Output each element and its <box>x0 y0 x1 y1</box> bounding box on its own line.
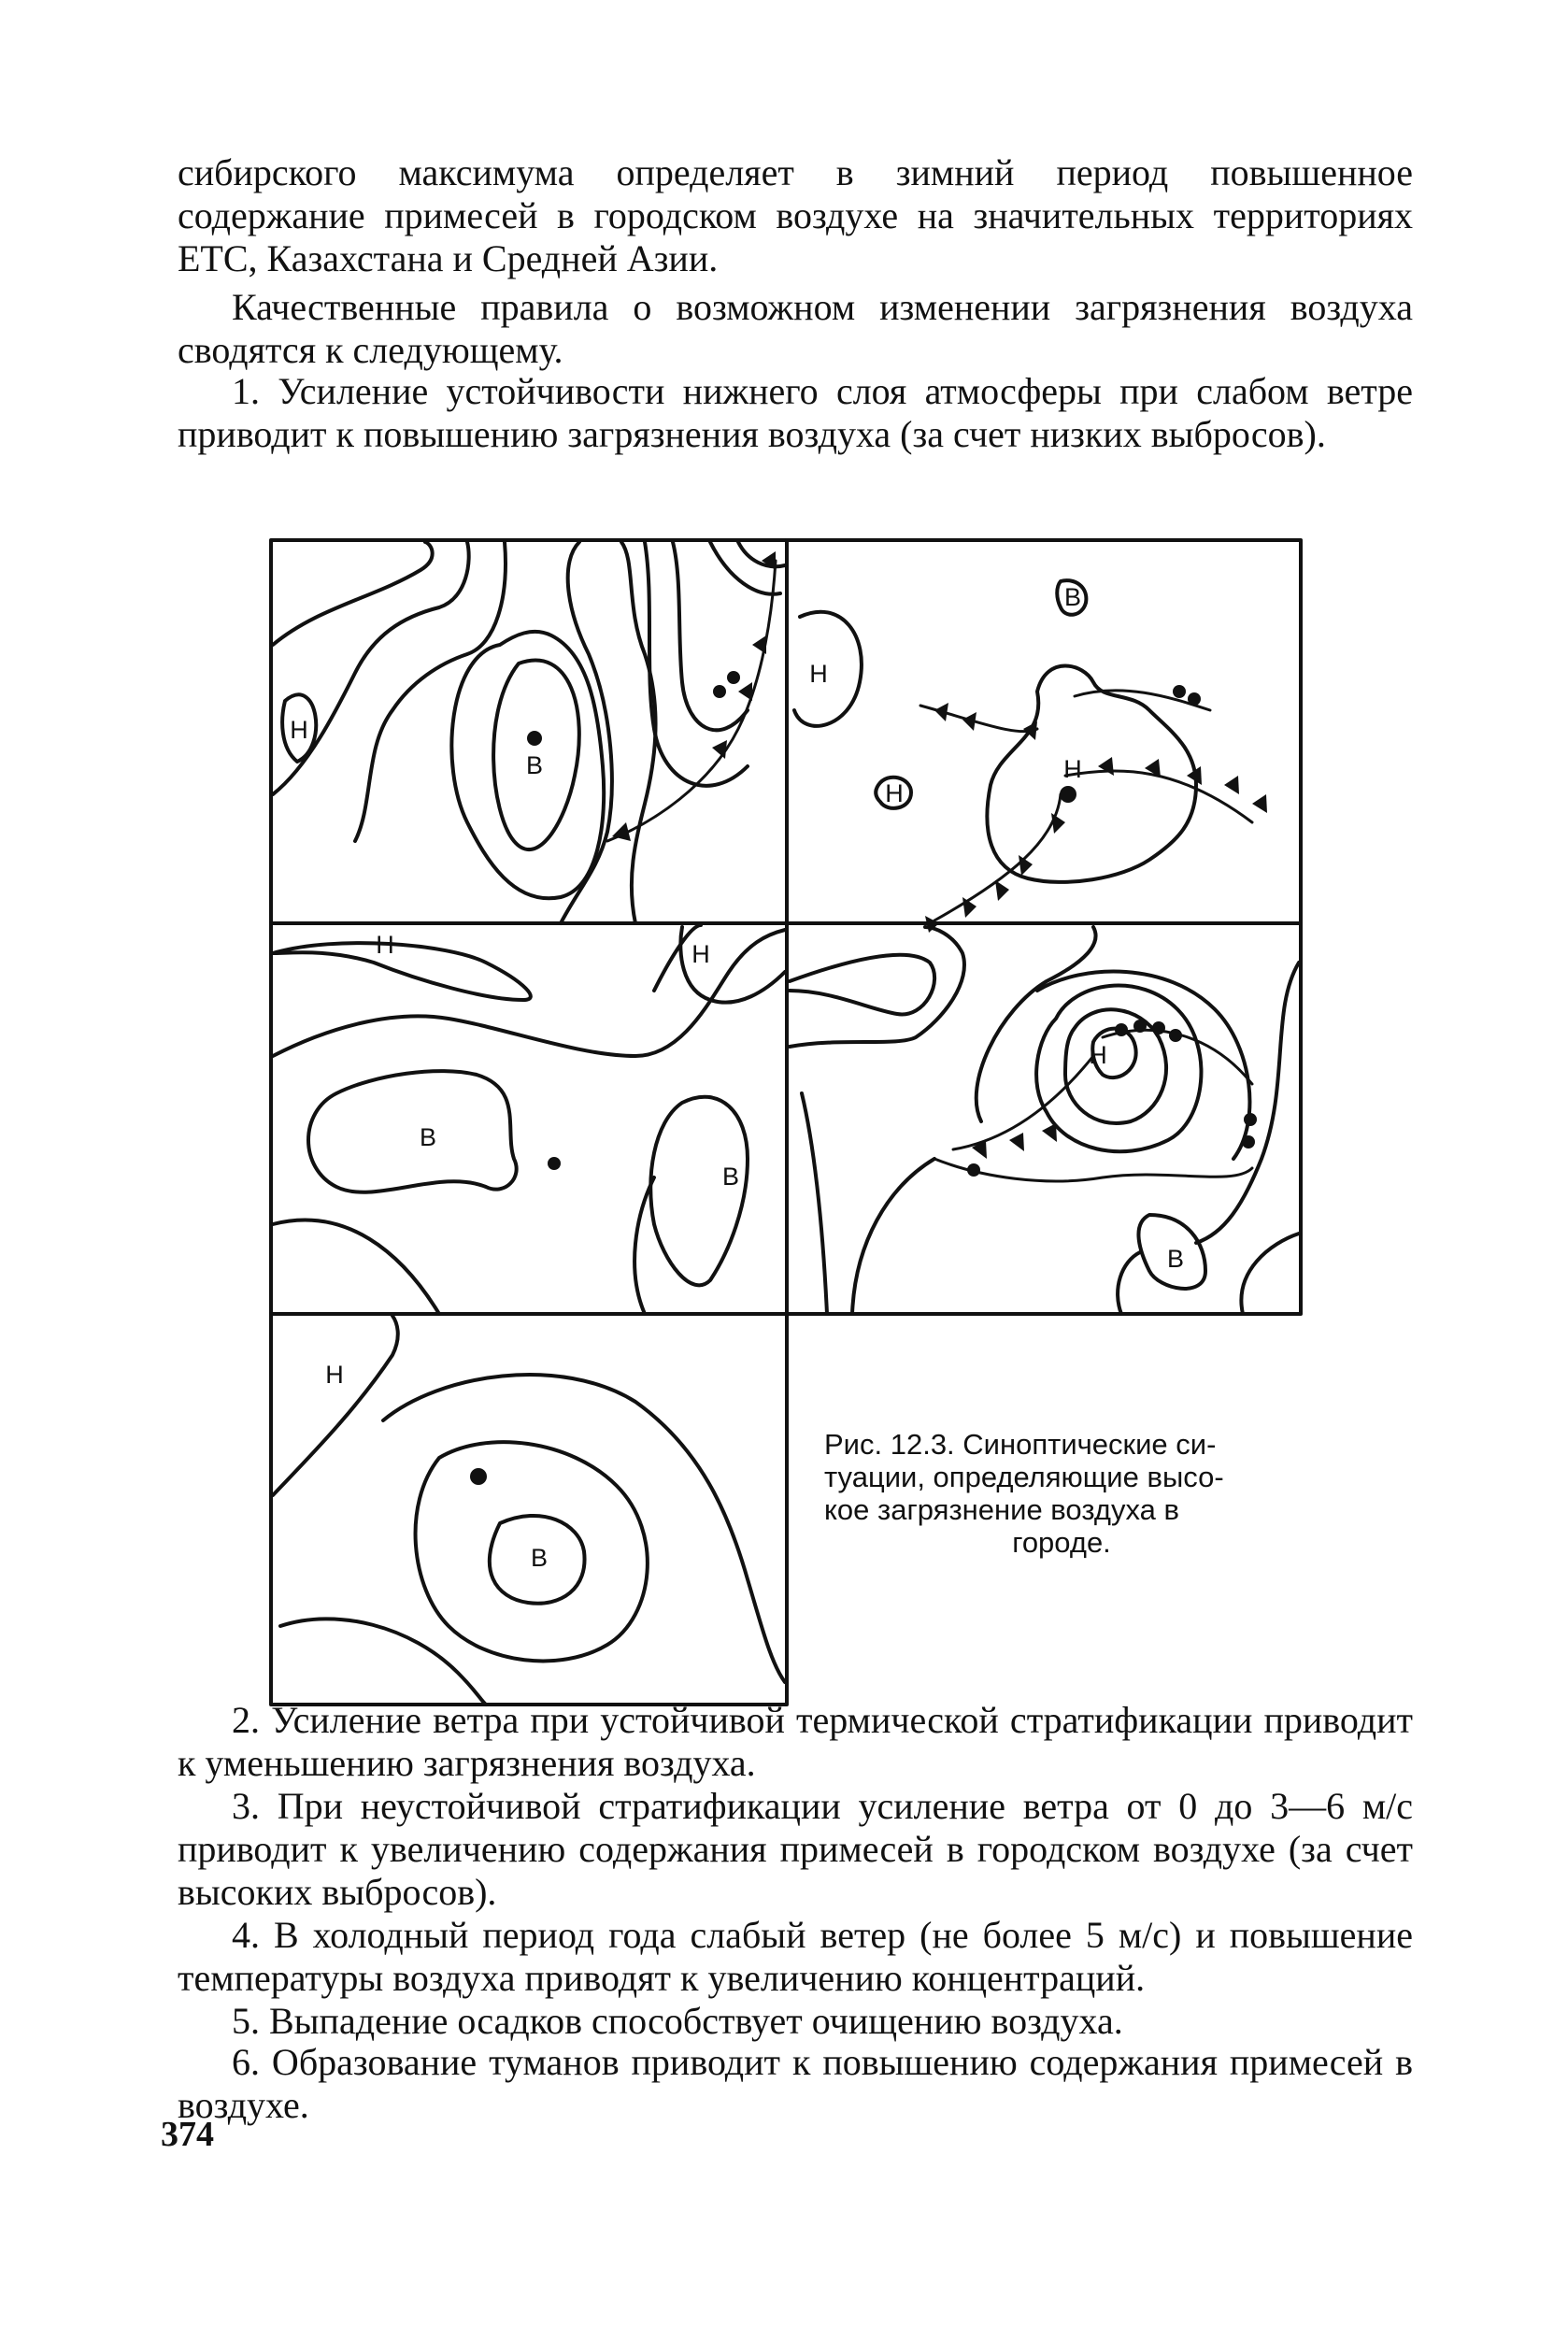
panel-1-low-label: Н <box>290 716 308 744</box>
figure-caption <box>824 1428 1299 1559</box>
paragraph-qualitative-rules: Качественные правила о возможном изменении загрязнения воздуха сводятся к следующему. <box>178 286 1413 371</box>
map-panel-3-frame <box>271 923 787 1314</box>
panel-4-low-label: Н <box>1089 1041 1107 1069</box>
panel-5-isobars <box>273 1316 785 1705</box>
map-panel-5-frame <box>271 1314 787 1705</box>
panel-2-low-b-label: Н <box>885 779 904 807</box>
panel-3-high-a-label: В <box>419 1123 437 1151</box>
city-marker-panel-2 <box>1060 786 1076 803</box>
panel-4-high-label: В <box>1166 1245 1185 1273</box>
panel-2-high-label: В <box>1063 583 1082 611</box>
panel-3-low-b-label: Н <box>691 940 710 968</box>
panel-3-isobars <box>273 925 785 1314</box>
rule-1: 1. Усиление устойчивости нижнего слоя атмосферы при слабом ветре приводит к повышению загрязнения воздуха (за счет низких выбросов). <box>178 370 1413 455</box>
panel-3-low-a-label: Н <box>376 931 394 959</box>
city-marker-panel-3 <box>548 1157 561 1170</box>
rule-6: 6. Образование туманов приводит к повышению содержания примесей в воздухе. <box>178 2041 1413 2126</box>
panel-4-isobars <box>790 927 1299 1314</box>
panel-5-high-label: В <box>530 1544 549 1572</box>
rule-2: 2. Усиление ветра при устойчивой термической стратификации приводит к уменьшению загрязнения воздуха. <box>178 1699 1413 1784</box>
city-marker-panel-5 <box>470 1468 487 1485</box>
panel-5-low-label: Н <box>325 1361 344 1389</box>
map-panel-2-frame <box>787 540 1301 923</box>
panel-1-isobars <box>273 542 785 923</box>
panel-1-high-label: В <box>525 751 544 779</box>
caption-line: туации, определяющие высо- <box>824 1461 1224 1493</box>
caption-line: кое загрязнение воздуха в <box>824 1493 1179 1526</box>
map-panel-1-frame <box>271 540 787 923</box>
caption-line: Рис. 12.3. Синоптические си- <box>824 1428 1217 1461</box>
paragraph-siberian-maximum: сибирского максимума определяет в зимний период повышенное содержание примесей в городском воздухе на значительных территориях ЕТС, Казахстана и Средней Азии. <box>178 151 1413 279</box>
rule-3: 3. При неустойчивой стратификации усиление ветра от 0 до 3—6 м/с приводит к увеличению содержания примесей в городском воздухе (за счет высоких выбросов). <box>178 1785 1413 1913</box>
rule-5: 5. Выпадение осадков способствует очищению воздуха. <box>232 2000 1123 2042</box>
rule-4: 4. В холодный период года слабый ветер (не более 5 м/с) и повышение температуры воздуха приводят к увеличению концентраций. <box>178 1914 1413 1999</box>
panel-3-high-b-label: В <box>721 1163 740 1191</box>
caption-line: городе. <box>1012 1526 1111 1559</box>
panel-2-low-c-label: Н <box>1063 755 1082 783</box>
panel-2-low-a-label: Н <box>809 660 828 688</box>
city-marker-panel-1 <box>527 731 542 746</box>
page-number: 374 <box>161 2115 214 2154</box>
